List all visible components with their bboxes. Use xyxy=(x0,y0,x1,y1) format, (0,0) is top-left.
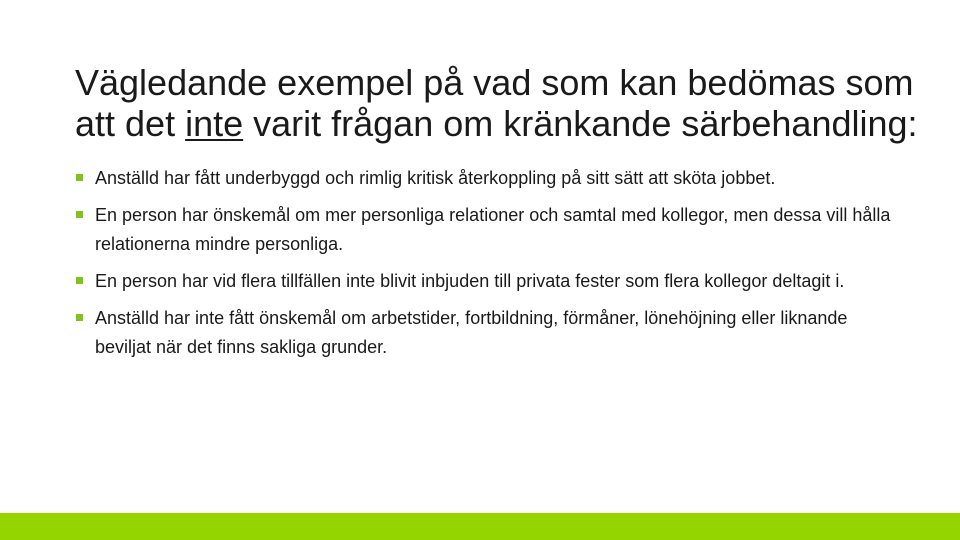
square-bullet-icon xyxy=(76,277,83,284)
square-bullet-icon xyxy=(76,211,83,218)
bullet-item-1 xyxy=(76,164,906,193)
bullet-item-2 xyxy=(76,201,906,259)
bullet-text-2: En person har önskemål om mer personliga relationer och samtal med kollegor, men dessa vill hålla relationerna mindre personliga. xyxy=(95,205,891,254)
bullet-item-4 xyxy=(76,304,906,362)
square-bullet-icon xyxy=(76,174,83,181)
slide-title xyxy=(75,62,935,144)
title-text-end: varit frågan om kränkande särbehandling: xyxy=(243,103,918,144)
bullet-text-1: Anställd har fått underbyggd och rimlig kritisk återkoppling på sitt sätt att sköta jobbet. xyxy=(95,168,776,188)
title-underlined-word: inte xyxy=(185,103,244,144)
bullet-text-4: Anställd har inte fått önskemål om arbetstider, fortbildning, förmåner, lönehöjning eller liknande beviljat när det finns sakliga grunder. xyxy=(95,308,848,357)
bullet-list xyxy=(76,164,906,370)
title-text-start: Vägledande exempel på vad som kan bedömas som att det xyxy=(75,62,914,144)
bullet-text-3: En person har vid flera tillfällen inte blivit inbjuden till privata fester som flera kollegor deltagit i. xyxy=(95,271,845,291)
square-bullet-icon xyxy=(76,314,83,321)
bullet-item-3 xyxy=(76,267,906,296)
bottom-accent-bar xyxy=(0,513,960,540)
